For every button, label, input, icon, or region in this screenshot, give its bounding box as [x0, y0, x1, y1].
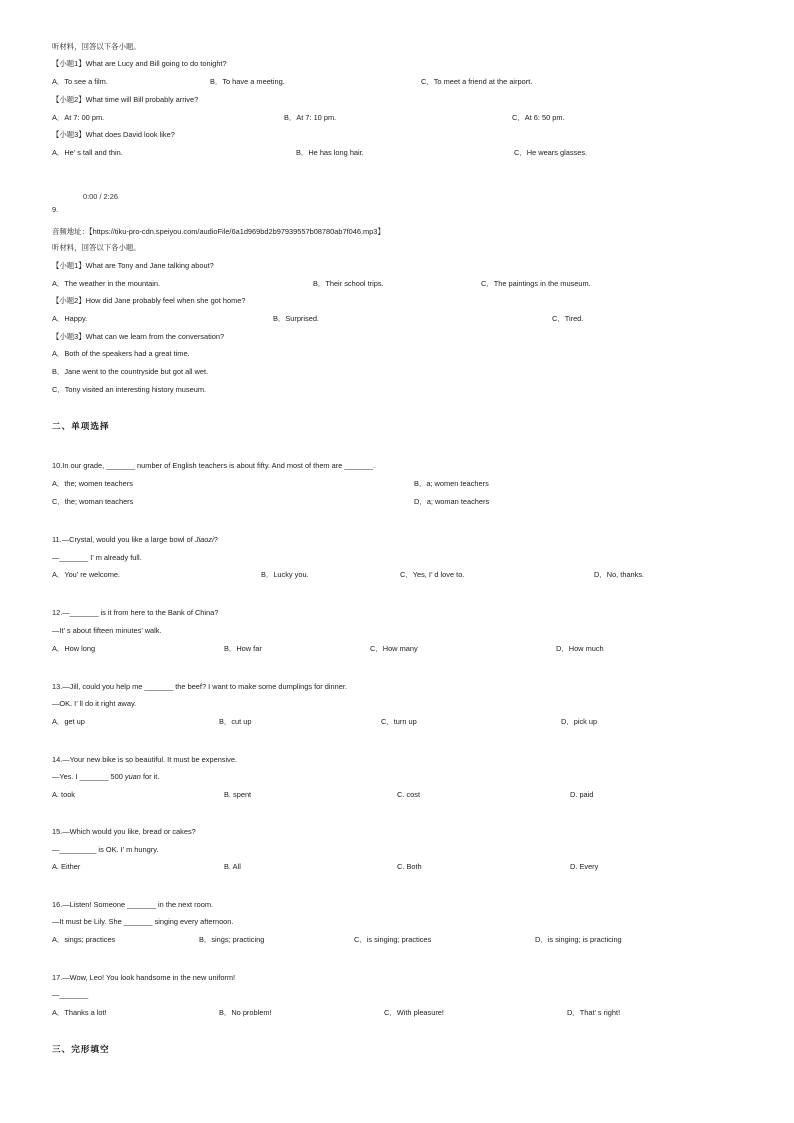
q8-sub1-option-b: B．To have a meeting.	[210, 77, 285, 86]
q9-sub1-option-a: A．The weather in the mountain.	[52, 279, 161, 288]
section2-title: 二、单项选择	[52, 421, 110, 431]
q16-option-b: B．sings; practicing	[199, 935, 265, 944]
q9-number: 9.	[52, 205, 59, 214]
q9-sub2-option-a: A．Happy.	[52, 314, 88, 323]
q11-line2: —_______ I’ m already full.	[52, 553, 142, 562]
q11-option-a: A．You’ re welcome.	[52, 570, 121, 579]
q9-sub1-option-b: B．Their school trips.	[313, 279, 384, 288]
q14-line2-italic: yuan	[124, 772, 141, 781]
q17-stem: 17.—Wow, Leo! You look handsome in the new uniform!	[52, 973, 236, 982]
q12-option-d: D．How much	[556, 644, 604, 653]
q15-option-a: A. Either	[52, 862, 81, 871]
q17-line2: —_______	[52, 990, 89, 999]
q16-option-d: D．is singing; is practicing	[535, 935, 622, 944]
q15-option-d: D. Every	[570, 862, 599, 871]
q13-option-d: D．pick up	[561, 717, 598, 726]
q13-option-a: A．get up	[52, 717, 85, 726]
q15-option-b: B. All	[224, 862, 241, 871]
q10-stem: 10.In our grade, _______ number of English teachers is about fifty. And most of them are _______.	[52, 461, 376, 470]
q13-line2: —OK. I’ ll do it right away.	[52, 699, 137, 708]
q9-sub2-option-c: C．Tired.	[552, 314, 584, 323]
q11-option-c: C．Yes, I’ d love to.	[400, 570, 465, 579]
q9-intro: 听材料，回答以下各小题。	[52, 243, 141, 252]
q8-sub2-option-b: B．At 7: 10 pm.	[284, 113, 337, 122]
q15-stem: 15.—Which would you like, bread or cakes?	[52, 827, 196, 836]
q12-stem: 12.—_______ is it from here to the Bank of China?	[52, 608, 219, 617]
q12-line2: —It’ s about fifteen minutes’ walk.	[52, 626, 162, 635]
q14-option-b: B. spent	[224, 790, 252, 799]
q8-sub2-stem: 【小题2】What time will Bill probably arrive?	[52, 95, 199, 104]
q16-option-a: A．sings; practices	[52, 935, 116, 944]
q8-sub1-option-a: A．To see a film.	[52, 77, 108, 86]
q9-sub3-stem: 【小题3】What can we learn from the conversation?	[52, 332, 225, 341]
q14-option-c: C. cost	[397, 790, 420, 799]
q14-line2	[52, 773, 159, 782]
q10-option-b: B．a; women teachers	[414, 479, 489, 488]
q12-option-a: A．How long	[52, 644, 96, 653]
q17-option-d: D．That’ s right!	[567, 1008, 621, 1017]
q8-intro: 听材料，回答以下各小题。	[52, 42, 141, 51]
q16-stem: 16.—Listen! Someone _______ in the next room.	[52, 900, 214, 909]
q11-stem-italic: Jiaozi	[194, 535, 214, 544]
q15-option-c: C. Both	[397, 862, 422, 871]
q9-sub2-stem: 【小题2】How did Jane probably feel when she got home?	[52, 296, 246, 305]
q8-sub3-option-a: A．He’ s tall and thin.	[52, 148, 123, 157]
q8-sub1-stem: 【小题1】What are Lucy and Bill going to do tonight?	[52, 59, 227, 68]
q17-option-b: B．No problem!	[219, 1008, 272, 1017]
q13-stem: 13.—Jill, could you help me _______ the beef? I want to make some dumplings for dinner.	[52, 682, 347, 691]
q9-audio-url: 音频地址：【https://tiku-pro-cdn.speiyou.com/audioFile/6a1d969bd2b97939557b08780ab7f046.mp3】	[52, 227, 385, 236]
q13-option-c: C．turn up	[381, 717, 417, 726]
q14-line2-end: for it.	[140, 772, 160, 781]
q14-option-a: A. took	[52, 790, 76, 799]
q10-option-d: D．a; woman teachers	[414, 497, 490, 506]
q15-line2: —_________ is OK. I’ m hungry.	[52, 845, 159, 854]
q8-sub3-option-b: B．He has long hair.	[296, 148, 364, 157]
q16-line2: —It must be Lily. She _______ singing every afternoon.	[52, 917, 234, 926]
q13-option-b: B．cut up	[219, 717, 252, 726]
q10-option-a: A．the; women teachers	[52, 479, 133, 488]
q11-stem-end: ?	[213, 535, 218, 544]
q11-stem-text: 11.—Crystal, would you like a large bowl of	[52, 535, 195, 544]
q9-sub1-stem: 【小题1】What are Tony and Jane talking about?	[52, 261, 214, 270]
q9-sub3-option-c: C．Tony visited an interesting history museum.	[52, 385, 207, 394]
q17-option-c: C．With pleasure!	[384, 1008, 444, 1017]
q17-option-a: A．Thanks a lot!	[52, 1008, 107, 1017]
q8-sub2-option-c: C．At 6: 50 pm.	[512, 113, 565, 122]
q11-option-d: D．No, thanks.	[594, 570, 645, 579]
q14-option-d: D. paid	[570, 790, 594, 799]
q8-sub1-option-c: C．To meet a friend at the airport.	[421, 77, 533, 86]
q14-stem: 14.—Your new bike is so beautiful. It must be expensive.	[52, 755, 238, 764]
q9-sub3-option-a: A．Both of the speakers had a great time.	[52, 349, 190, 358]
q11-stem	[52, 536, 218, 545]
q16-option-c: C．is singing; practices	[354, 935, 432, 944]
q14-line2-text: —Yes. I _______ 500	[52, 772, 125, 781]
q8-sub3-option-c: C．He wears glasses.	[514, 148, 588, 157]
q11-option-b: B．Lucky you.	[261, 570, 309, 579]
q12-option-b: B．How far	[224, 644, 262, 653]
section3-title: 三、完形填空	[52, 1044, 110, 1054]
q10-option-c: C．the; woman teachers	[52, 497, 134, 506]
audio-player-time[interactable]: 0:00 / 2:26	[83, 192, 118, 201]
q12-option-c: C．How many	[370, 644, 418, 653]
q9-sub3-option-b: B．Jane went to the countryside but got all wet.	[52, 367, 209, 376]
q9-sub2-option-b: B．Surprised.	[273, 314, 320, 323]
q8-sub2-option-a: A．At 7: 00 pm.	[52, 113, 105, 122]
q8-sub3-stem: 【小题3】What does David look like?	[52, 130, 175, 139]
q9-sub1-option-c: C．The paintings in the museum.	[481, 279, 591, 288]
